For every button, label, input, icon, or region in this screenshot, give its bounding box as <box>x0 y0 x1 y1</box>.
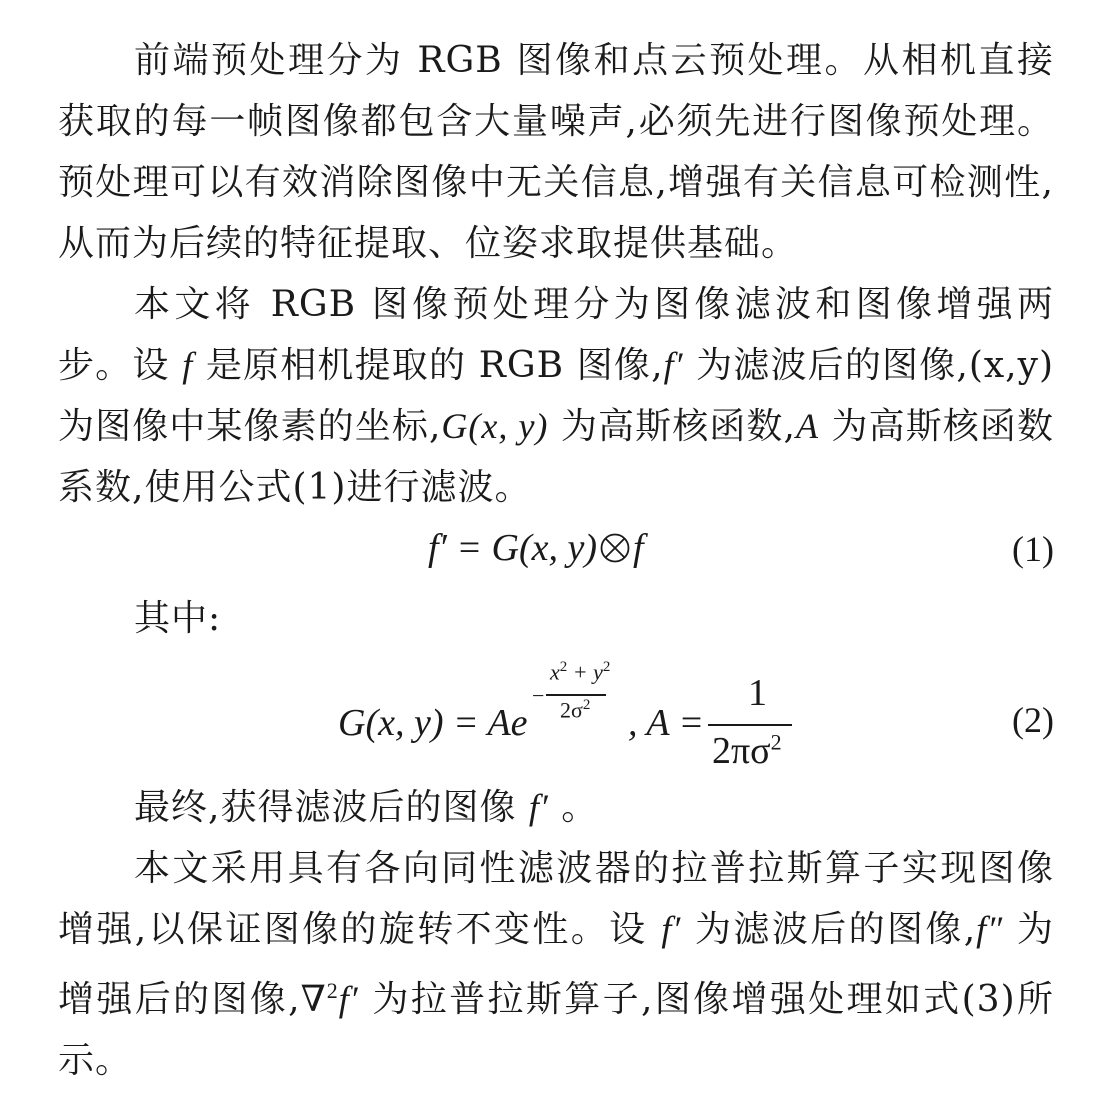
exponent-denominator <box>560 697 590 723</box>
paragraph-text: 为滤波后的图像,(x,y)为图像中某像素的坐标, <box>58 345 1055 447</box>
paragraph-text: 。 <box>548 787 599 828</box>
equation-2-number: (2) <box>1012 700 1054 740</box>
paragraph-where <box>58 588 1054 649</box>
exponent-x: x <box>550 659 560 685</box>
coefficient-numerator: 1 <box>748 672 767 714</box>
equation-1-lhs: f′ = G(x, y) <box>428 527 597 569</box>
laplacian-nabla: ∇ <box>300 979 327 1019</box>
paragraph-text: 是原相机提取的 RGB 图像, <box>193 345 664 386</box>
symbol-f: f <box>182 345 194 385</box>
paragraph-final-image <box>58 777 1054 838</box>
paper-page <box>58 30 1054 1091</box>
coefficient-denominator <box>712 729 782 773</box>
paragraph-text: 为滤波后的图像, <box>681 909 977 950</box>
coefficient-den-power: 2 <box>770 729 782 755</box>
paragraph-text: 为高斯核函数系数,使用公式(1)进行滤波。 <box>58 406 1054 508</box>
laplacian-power: 2 <box>326 978 339 1003</box>
equation-2 <box>58 649 1054 777</box>
paragraph-text: 为高斯核函数, <box>548 406 796 447</box>
exponent-x-power: 2 <box>559 659 568 675</box>
symbol-f-prime: f′ <box>661 909 682 949</box>
symbol-gaussian-kernel: G(x, y) <box>441 406 549 446</box>
symbol-f-double-prime: f″ <box>976 909 1004 949</box>
coefficient-a-label: , A = <box>628 702 704 744</box>
coefficient-fraction-bar <box>708 724 792 726</box>
paragraph-text: 为拉普拉斯算子,图像增强处理如式(3)所示。 <box>58 979 1054 1081</box>
paragraph-preprocessing-intro <box>58 30 1054 274</box>
coefficient-den-text: 2πσ <box>712 730 771 772</box>
equation-1-rhs: f <box>633 527 644 569</box>
exponent-fraction-bar <box>546 694 606 696</box>
paragraph-text: 前端预处理分为 RGB 图像和点云预处理。从相机直接获取的每一帧图像都包含大量噪声,必须先进行图像预处理。预处理可以有效消除图像中无关信息,增强有关信息可检测性,从而为后续的特征提取、位姿求取提供基础。 <box>58 40 1054 264</box>
exponent-den-power: 2 <box>582 697 591 713</box>
exponent-plus-y: + y <box>567 659 603 685</box>
symbol-f-prime: f′ <box>338 979 359 1019</box>
equation-1 <box>58 518 1054 588</box>
exponent-numerator <box>550 659 610 685</box>
paragraph-filtering-definition <box>58 274 1054 518</box>
paragraph-text: 为增强后的图像, <box>58 909 1054 1020</box>
paragraph-text: 本文采用具有各向同性滤波器的拉普拉斯算子实现图像增强,以保证图像的旋转不变性。设 <box>58 848 1054 950</box>
paragraph-text: 最终,获得滤波后的图像 <box>134 787 529 828</box>
convolution-otimes-icon <box>599 532 631 564</box>
exponent-den-sigma: 2σ <box>560 697 583 723</box>
equation-2-body <box>338 649 838 777</box>
exponent-y-power: 2 <box>602 659 611 675</box>
equation-2-lhs: G(x, y) = Ae <box>338 702 528 744</box>
equation-1-number: (1) <box>1012 529 1054 569</box>
symbol-a: A <box>795 406 819 446</box>
symbol-f-prime: f′ <box>663 345 684 385</box>
symbol-f-prime: f′ <box>528 787 549 827</box>
paragraph-enhancement <box>58 838 1054 1091</box>
exponent-minus: − <box>532 683 545 708</box>
equation-1-body <box>428 526 644 570</box>
paragraph-text: 其中: <box>134 598 222 639</box>
paragraph-text: 本文将 RGB 图像预处理分为图像滤波和图像增强两步。设 <box>58 284 1054 386</box>
